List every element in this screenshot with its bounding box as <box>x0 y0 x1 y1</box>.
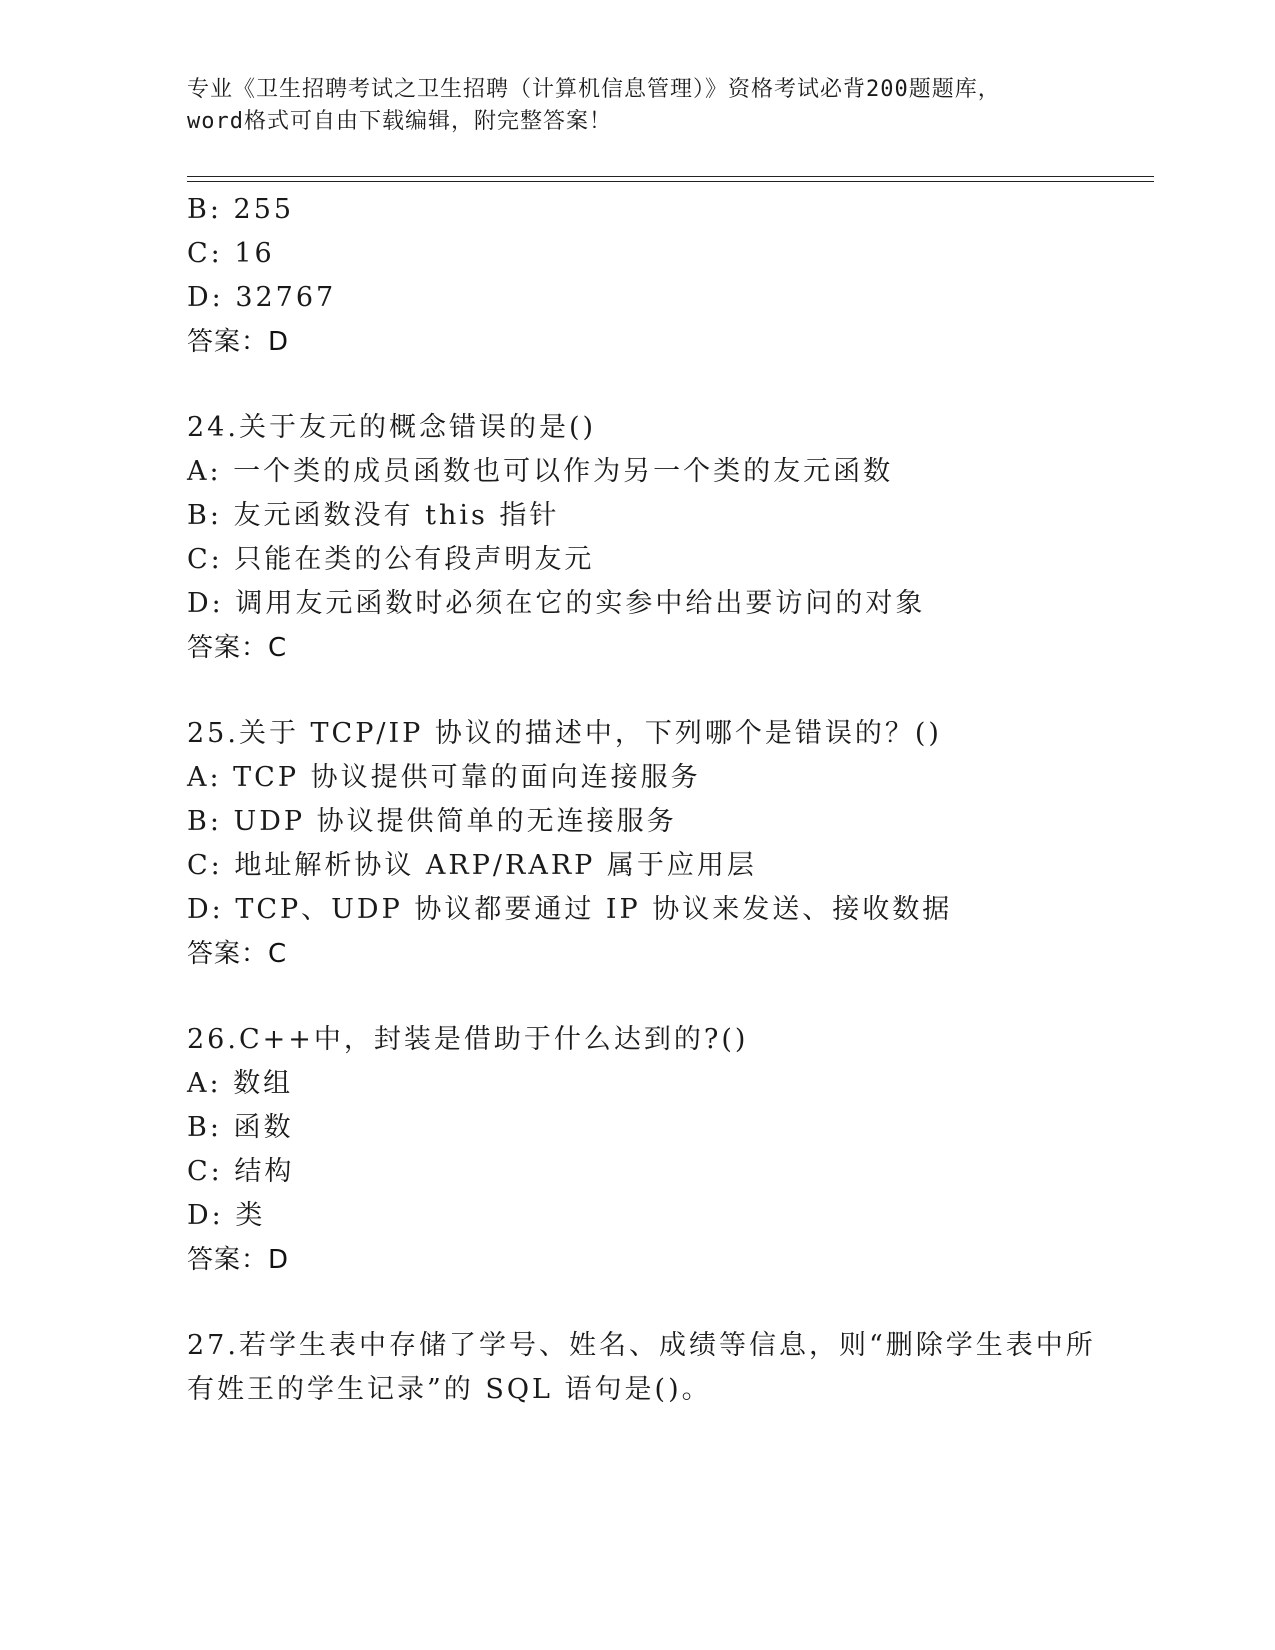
answer-24: 答案：C <box>187 633 288 663</box>
option-b: B: 函数 <box>187 1112 294 1143</box>
option-a: A: 一个类的成员函数也可以作为另一个类的友元函数 <box>187 456 894 487</box>
option-d: D: 32767 <box>187 282 337 313</box>
question-27-line-2: 有姓王的学生记录”的 SQL 语句是()。 <box>187 1374 712 1405</box>
header-divider-bottom <box>187 181 1154 182</box>
option-d: D: 调用友元函数时必须在它的实参中给出要访问的对象 <box>187 588 926 619</box>
question-24: 24.关于友元的概念错误的是() <box>187 412 597 443</box>
option-a: A: 数组 <box>187 1068 294 1099</box>
question-25: 25.关于 TCP/IP 协议的描述中，下列哪个是错误的？() <box>187 718 942 749</box>
question-27-line-1: 27.若学生表中存储了学号、姓名、成绩等信息，则“删除学生表中所 <box>187 1330 1096 1361</box>
question-26: 26.C++中，封装是借助于什么达到的?() <box>187 1024 749 1055</box>
option-d: D: 类 <box>187 1200 266 1231</box>
option-d: D: TCP、UDP 协议都要通过 IP 协议来发送、接收数据 <box>187 894 953 925</box>
answer-26: 答案：D <box>187 1245 290 1275</box>
answer-25: 答案：C <box>187 939 288 969</box>
option-b: B: 255 <box>187 194 295 225</box>
option-c: C: 结构 <box>187 1156 295 1187</box>
option-c: C: 16 <box>187 238 275 269</box>
document-header <box>187 74 1087 138</box>
header-title-line-2: word格式可自由下载编辑，附完整答案！ <box>187 109 612 134</box>
option-b: B: UDP 协议提供简单的无连接服务 <box>187 806 677 837</box>
option-c: C: 地址解析协议 ARP/RARP 属于应用层 <box>187 850 757 881</box>
option-b: B: 友元函数没有 this 指针 <box>187 500 560 531</box>
answer-23: 答案：D <box>187 327 290 357</box>
header-title-line-1: 专业《卫生招聘考试之卫生招聘（计算机信息管理）》资格考试必背200题题库， <box>187 77 1001 102</box>
option-a: A: TCP 协议提供可靠的面向连接服务 <box>187 762 701 793</box>
option-c: C: 只能在类的公有段声明友元 <box>187 544 595 575</box>
header-divider-top <box>187 176 1154 177</box>
